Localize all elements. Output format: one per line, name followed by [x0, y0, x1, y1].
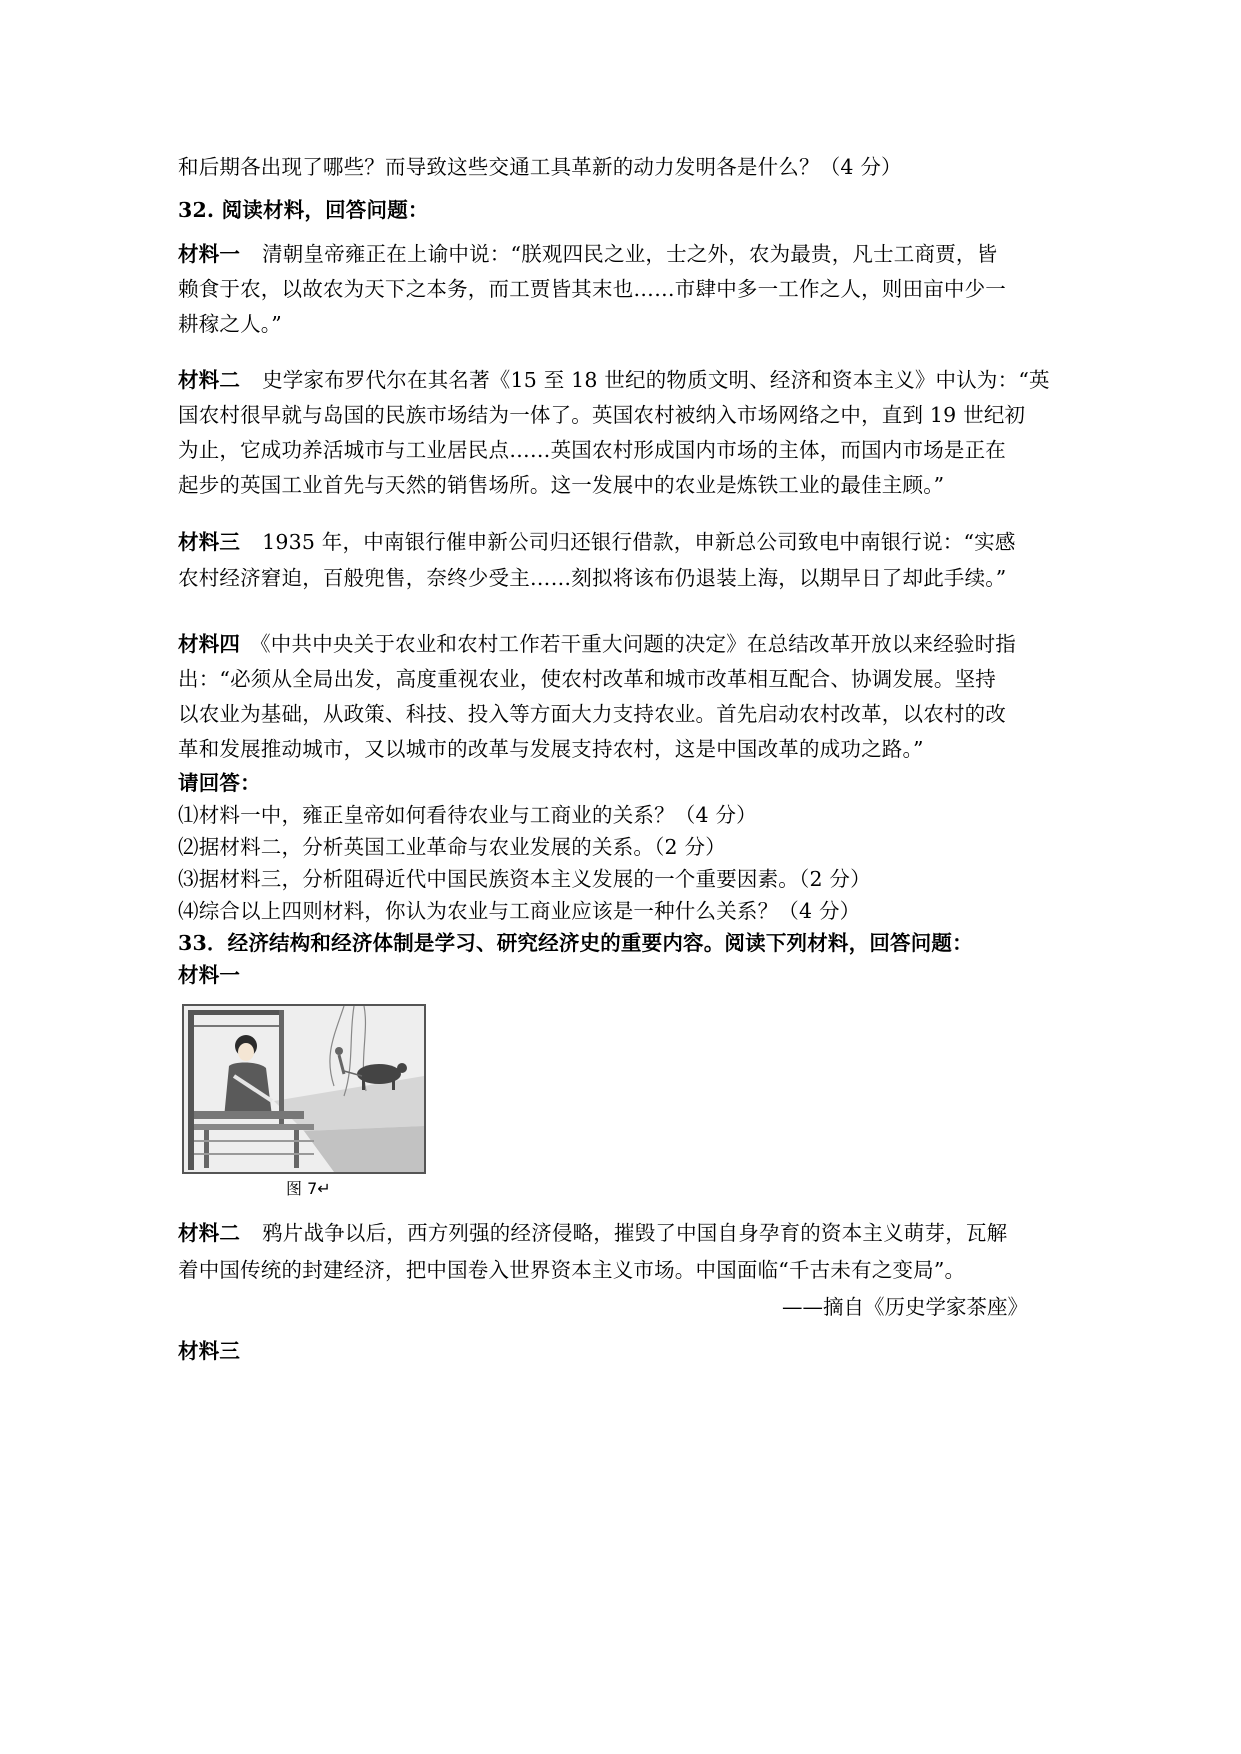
material-label: 材料二 [178, 368, 241, 392]
question-1: ⑴材料一中，雍正皇帝如何看待农业与工商业的关系？（4 分） [178, 803, 757, 827]
q32-material-4-line-3: 以农业为基础，从政策、科技、投入等方面大力支持农业。首先启动农村改革，以农村的改 [178, 702, 1006, 726]
q32-title: 32. 阅读材料，回答问题： [178, 198, 429, 222]
question-3: ⑶据材料三，分析阻碍近代中国民族资本主义发展的一个重要因素。（2 分） [178, 867, 871, 891]
q32-material-1-line-1: 材料一 清朝皇帝雍正在上谕中说：“朕观四民之业，士之外，农为最贵，凡士工商贾，皆 [178, 242, 998, 266]
material-label: 材料二 [178, 1221, 241, 1245]
q32-material-4-line-1: 材料四 《中共中央关于农业和农村工作若干重大问题的决定》在总结改革开放以来经验时指 [178, 632, 1017, 656]
q33-material-3-label: 材料三 [178, 1339, 241, 1363]
q33-material-1-label: 材料一 [178, 963, 241, 987]
q32-material-2-line-2: 国农村很早就与岛国的民族市场结为一体了。英国农村被纳入市场网络之中，直到 19 世纪初 [178, 403, 1026, 427]
q32-material-1-line-2: 赖食于农，以故农为天下之本务，而工贾皆其末也……市肆中多一工作之人，则田亩中少一 [178, 277, 1006, 301]
q32-material-4-line-2: 出：“必须从全局出发，高度重视农业，使农村改革和城市改革相互配合、协调发展。坚持 [178, 667, 996, 691]
question-4: ⑷综合以上四则材料，你认为农业与工商业应该是一种什么关系？（4 分） [178, 899, 861, 923]
q32-material-1-line-3: 耕稼之人。” [178, 312, 282, 336]
q32-material-2-line-3: 为止，它成功养活城市与工业居民点……英国农村形成国内市场的主体，而国内市场是正在 [178, 438, 1006, 462]
question-2: ⑵据材料二，分析英国工业革命与农业发展的关系。（2 分） [178, 835, 726, 859]
figure-weaving-ploughing-illustration [182, 1004, 426, 1174]
illustration-image [184, 1006, 424, 1172]
q32-material-2-line-4: 起步的英国工业首先与天然的销售场所。这一发展中的农业是炼铁工业的最佳主顾。” [178, 473, 945, 497]
q33-title: 33．经济结构和经济体制是学习、研究经济史的重要内容。阅读下列材料，回答问题： [178, 931, 973, 955]
material-label: 材料一 [178, 242, 241, 266]
q32-material-2-line-1: 材料二 史学家布罗代尔在其名著《15 至 18 世纪的物质文明、经济和资本主义》中认为：“英 [178, 368, 1050, 392]
q32-material-3-line-1: 材料三 1935 年，中南银行催申新公司归还银行借款，申新总公司致电中南银行说：“实感 [178, 530, 1016, 554]
figure-caption: 图 7↵ [286, 1179, 331, 1198]
material-label: 材料三 [178, 530, 241, 554]
q33-material-2-line-1: 材料二 鸦片战争以后，西方列强的经济侵略，摧毁了中国自身孕育的资本主义萌芽，瓦解 [178, 1221, 1008, 1245]
q33-material-2-line-2: 着中国传统的封建经济，把中国卷入世界资本主义市场。中国面临“千古未有之变局”。 [178, 1258, 966, 1282]
q31-text-tail: 和后期各出现了哪些？而导致这些交通工具革新的动力发明各是什么？（4 分） [178, 155, 902, 179]
q32-material-3-line-2: 农村经济窘迫，百般兜售，奈终少受主……刻拟将该布仍退装上海，以期早日了却此手续。” [178, 566, 1007, 590]
q32-material-4-line-4: 革和发展推动城市，又以城市的改革与发展支持农村，这是中国改革的成功之路。” [178, 737, 924, 761]
answer-prompt: 请回答： [178, 771, 261, 795]
citation-source: ——摘自《历史学家茶座》 [782, 1295, 1028, 1319]
material-label: 材料四 [178, 632, 241, 656]
